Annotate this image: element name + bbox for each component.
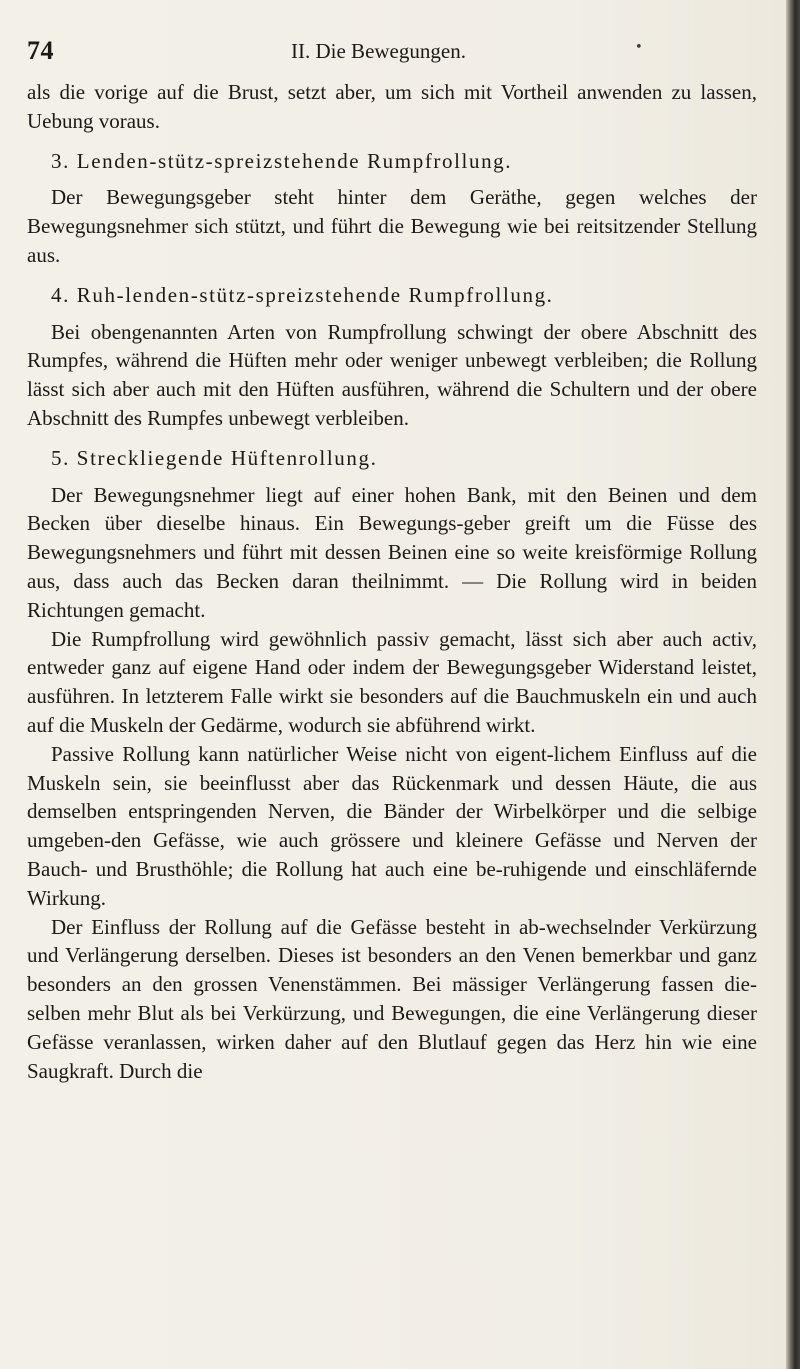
section-heading-5: 5. Streckliegende Hüftenrollung.	[51, 445, 378, 470]
paragraph-continuation: als die vorige auf die Brust, setzt aber, um sich mit Vortheil anwenden zu lassen, Uebung voraus.	[27, 80, 757, 133]
paragraph: Der Bewegungsgeber steht hinter dem Geräthe, gegen welches der Bewegungsnehmer sich stützt, und führt die Bewegung wie bei reitsitzender Stellung aus.	[27, 185, 757, 267]
running-head: II. Die Bewegungen.	[291, 39, 466, 63]
paragraph: Der Einfluss der Rollung auf die Gefässe besteht in ab-wechselnder Verkürzung und Verlängerung derselben. Dieses ist besonders an den Venen bemerkbar und ganz besonders an den grossen Venenstämmen. Bei mässiger Verlängerung fassen die-selben mehr Blut als bei Verkürzung, und Bewegungen, die eine Verlängerung dieser Gefässe veranlassen, wirken daher auf den Blutlauf gegen das Herz hin wie eine Saugkraft. Durch die	[27, 914, 757, 1083]
paragraph: Die Rumpfrollung wird gewöhnlich passiv gemacht, lässt sich aber auch activ, entweder ganz auf eigene Hand oder indem der Bewegungsgeber Widerstand leistet, ausführen. In letzterem Falle wirkt sie besonders auf die Bauchmuskeln ein und auch auf die Muskeln der Gedärme, wodurch sie abführend wirkt.	[27, 626, 757, 737]
section-heading-4: 4. Ruh-lenden-stütz-spreizstehende Rumpfrollung.	[51, 282, 554, 307]
paragraph: Passive Rollung kann natürlicher Weise nicht von eigent-lichem Einfluss auf die Muskeln sein, sie beeinflusst aber das Rückenmark und dessen Häute, die aus demselben entspringenden Nerven, die Bänder der Wirbelkörper und die selbige umgeben-den Gefässe, wie auch grössere und kleinere Gefässe und Nerven der Bauch- und Brusthöhle; die Rollung hat auch eine be-ruhigende und einschläfernde Wirkung.	[27, 741, 757, 910]
page-header	[27, 36, 757, 66]
paragraph: Der Bewegungsnehmer liegt auf einer hohen Bank, mit den Beinen und dem Becken über dieselbe hinaus. Ein Bewegungs-geber greift um die Füsse des Bewegungsnehmers und führt mit dessen Beinen eine so weite kreisförmige Rollung aus, dass auch das Becken daran theilnimmt. — Die Rollung wird in beiden Richtungen gemacht.	[27, 482, 757, 622]
page-number: 74	[27, 36, 54, 65]
page-body	[27, 78, 757, 1085]
paragraph: Bei obengenannten Arten von Rumpfrollung schwingt der obere Abschnitt des Rumpfes, während die Hüften mehr oder weniger unbewegt verbleiben; die Rollung lässt sich aber auch mit den Hüften ausführen, während die Schultern und der obere Abschnitt des Rumpfes unbewegt verbleiben.	[27, 319, 757, 430]
page-binding-edge	[786, 0, 800, 1369]
section-heading-3: 3. Lenden-stütz-spreizstehende Rumpfrollung.	[51, 148, 513, 173]
print-speck: •	[635, 40, 643, 55]
